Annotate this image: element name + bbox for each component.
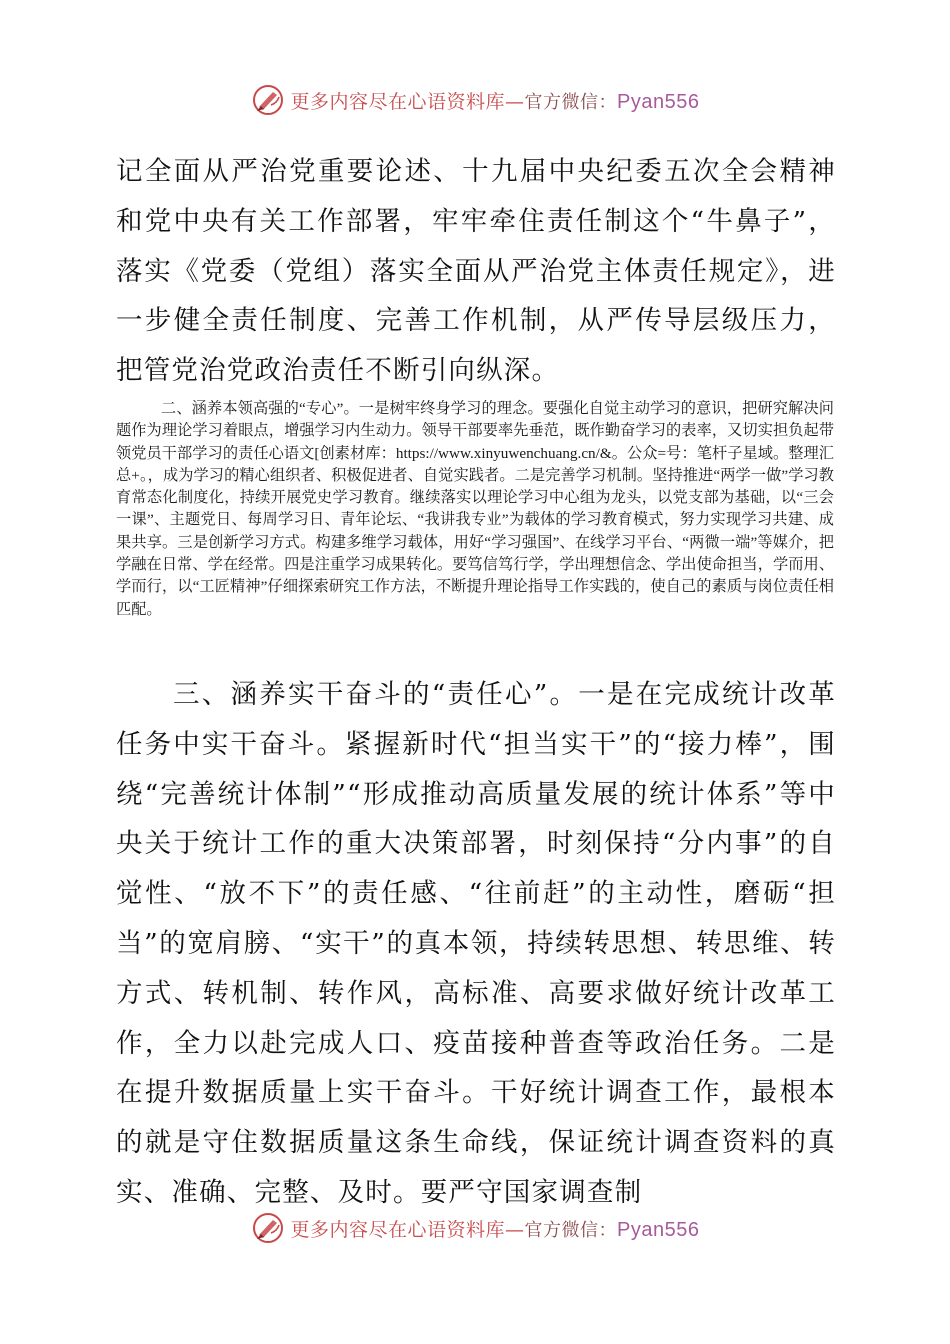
banner-main-text: 更多内容尽在心语资料库 <box>290 90 506 113</box>
paragraph-3: 三、涵养实干奋斗的“责任心”。一是在完成统计改革任务中实干奋斗。紧握新时代“担当实干”的“接力棒”，围绕“完善统计体制”“形成推动高质量发展的统计体系”等中央关于统计工作的重大决策部署，时刻保持“分内事”的自觉性、“放不下”的责任感、“往前赶”的主动性，磨砺“担当”的宽肩膀、“实干”的真本领，持续转思想、转思维、转方式、转机制、转作风，高标准、高要求做好统计改革工作，全力以赴完成人口、疫苗接种普查等政治任务。二是在提升数据质量上实干奋斗。干好统计调查工作，最根本的就是守住数据质量这条生命线，保证统计调查资料的真实、准确、完整、及时。要严守国家调查制 <box>116 679 836 1208</box>
banner-sub-text: 官方微信： <box>524 1219 618 1241</box>
pen-logo-icon <box>251 83 285 117</box>
banner-sub-text: 官方微信： <box>524 91 618 113</box>
banner-wechat-id: Pyan556 <box>617 1218 700 1241</box>
paragraph-1: 记全面从严治党重要论述、十九届中央纪委五次全会精神和党中央有关工作部署，牢牢牵住责任制这个“牛鼻子”，落实《党委（党组）落实全面从严治党主体责任规定》，进一步健全责任制度、完善工作机制，从严传导层级压力，把管党治党政治责任不断引向纵深。 <box>116 156 836 387</box>
banner-main-text: 更多内容尽在心语资料库 <box>290 1218 506 1241</box>
footer-watermark <box>0 1208 950 1248</box>
banner-wechat-id: Pyan556 <box>617 90 700 113</box>
header-watermark <box>0 80 950 120</box>
banner-dash: — <box>505 1218 525 1241</box>
banner-dash: — <box>505 90 525 113</box>
paragraph-2: 二、涵养本领高强的“专心”。一是树牢终身学习的理念。要强化自觉主动学习的意识，把研究解决问题作为理论学习着眼点，增强学习内生动力。领导干部要率先垂范，既作勤奋学习的表率，又切实担负起带领党员干部学习的责任心语文[创素材库：https://www.xinyuwenchuang.cn/&。公众=号：笔杆子星域。整理汇总+。，成为学习的精心组织者、积极促进者、自觉实践者。二是完善学习机制。坚持推进“两学一做”学习教育常态化制度化，持续开展党史学习教育。继续落实以理论学习中心组为龙头，以党支部为基础，以“三会一课”、主题党日、每周学习日、青年论坛、“我讲我专业”为载体的学习教育模式，努力实现学习共建、成果共享。三是创新学习方式。构建多维学习载体，用好“学习强国”、在线学习平台、“两微一端”等媒介，把学融在日常、学在经常。四是注重学习成果转化。要笃信笃行学，学出理想信念、学出使命担当，学而用、学而行，以“工匠精神”仔细探索研究工作方法，不断提升理论指导工作实践的，使自己的素质与岗位责任相匹配。 <box>116 400 834 618</box>
pen-logo-icon <box>251 1211 285 1245</box>
